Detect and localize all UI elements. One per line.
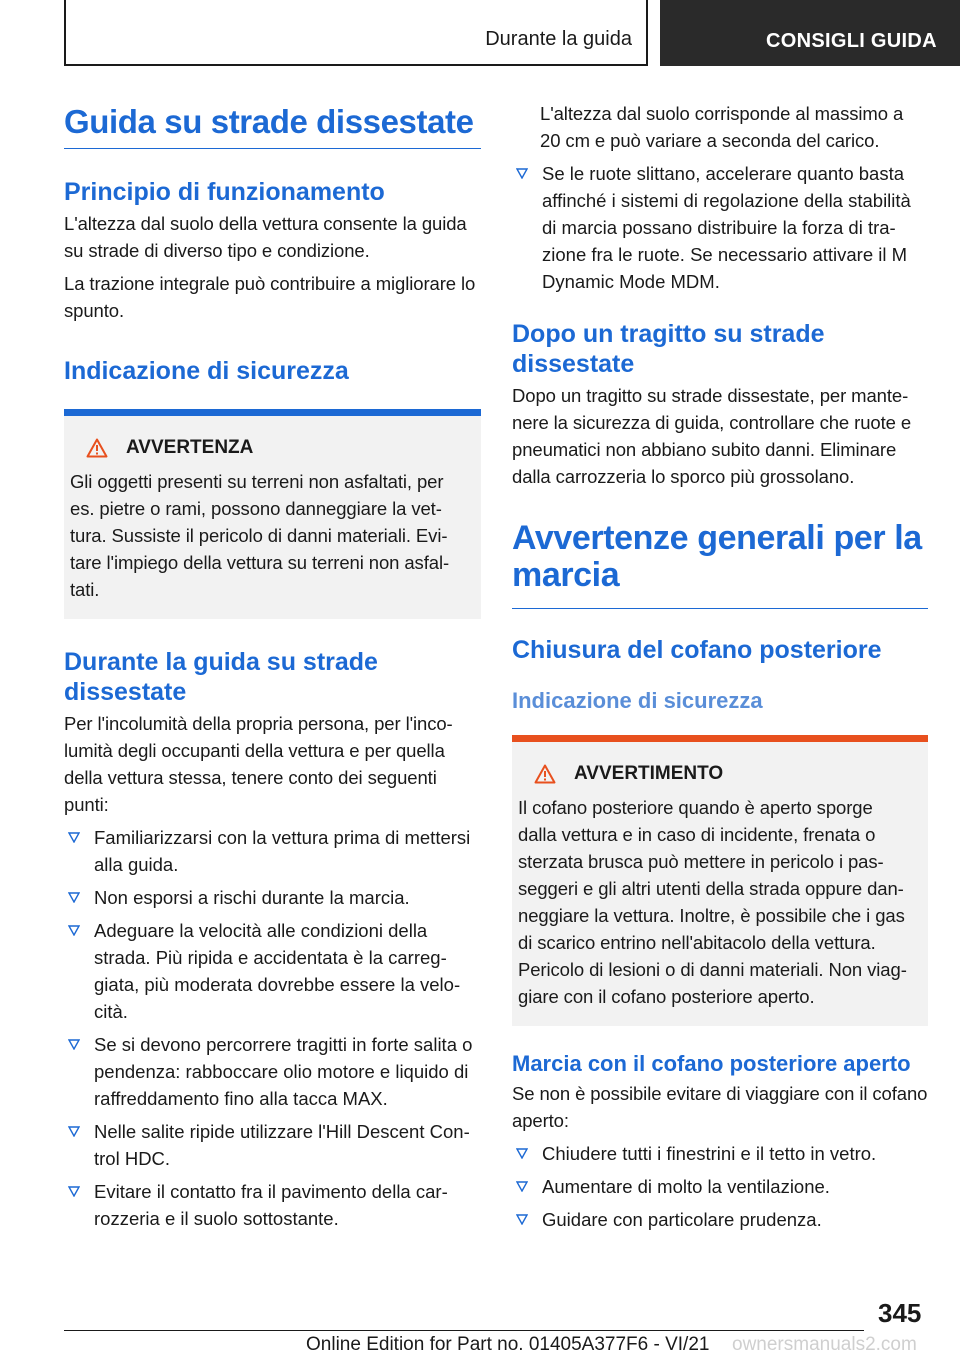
list-item: Chiudere tutti i finestrini e il tetto in vetro. — [512, 1140, 928, 1167]
general-title: Avvertenze generali per la marcia — [512, 519, 922, 594]
bullet-triangle-icon — [516, 1213, 528, 1225]
open-trunk-intro: Se non è possibile evitare di viaggiare con il cofano aperto: — [512, 1083, 928, 1131]
right-column — [512, 100, 928, 1233]
bullet-triangle-icon — [68, 891, 80, 903]
driving-list — [64, 824, 481, 1232]
after-text: Dopo un tragitto su strade dissestate, per mantenere la sicurezza di guida, controllare che ruote e pneumatici non abbiano subito danni. Eliminare dalla carrozzeria lo sporco più grossolano. — [512, 385, 912, 487]
list-item: Aumentare di molto la ventilazione. — [512, 1173, 928, 1200]
trunk-warning-label: AVVERTIMENTO — [574, 762, 724, 784]
header-section-title: Durante la guida — [485, 28, 632, 50]
footer-edition: Online Edition for Part no. 01405A377F6 - VI/21 — [306, 1334, 710, 1355]
footer-watermark: ownersmanuals2.com — [732, 1334, 917, 1355]
list-item: Non esporsi a rischi durante la marcia. — [64, 884, 481, 911]
trunk-safety-heading: Indicazione di sicurezza — [512, 688, 763, 713]
warning-bar — [64, 409, 481, 416]
header-frame — [64, 0, 648, 66]
principle-paragraph-1: L'altezza dal suolo della vettura consente la guida su strade di diverso tipo e condizione. — [64, 213, 467, 261]
trunk-heading: Chiusura del cofano posteriore — [512, 636, 882, 664]
trunk-warning-title — [512, 742, 928, 788]
bullet-triangle-icon — [68, 924, 80, 936]
list-item: Guidare con particolare prudenza. — [512, 1206, 928, 1233]
principle-heading: Principio di funzionamento — [64, 178, 385, 206]
footer-rule — [64, 1330, 864, 1331]
open-trunk-list — [512, 1140, 928, 1233]
list-item: Se le ruote slittano, accelerare quanto basta affinché i sistemi di regolazione della stabilità di marcia possano distribuire la forza di trazione fra le ruote. Se necessario attivare il M Dynamic Mode MDM. — [512, 160, 928, 295]
bullet-triangle-icon — [68, 1185, 80, 1197]
warning-triangle-icon — [86, 438, 108, 458]
bullet-triangle-icon — [516, 1147, 528, 1159]
driving-heading: Durante la guida su strade dissestate — [64, 648, 378, 706]
driving-intro: Per l'incolumità della propria persona, per l'incolumità degli occupanti della vettura e per quella della vettura stessa, tenere conto dei seguenti punti: — [64, 713, 453, 815]
warning-triangle-icon — [534, 764, 556, 784]
trunk-warning-text: Il cofano posteriore quando è aperto sporge dalla vettura e in caso di incidente, frenata o sterzata brusca può mettere in pericolo i passeggeri e gli altri utenti della strada oppure danneggiare la vettura. Inoltre, è possibile che i gas di scarico entrino nell'abitacolo della vettura. Pericolo di lesioni o di danni materiali. Non viaggiare con il cofano posteriore aperto. — [518, 797, 907, 1007]
bullet-triangle-icon — [516, 167, 528, 179]
after-heading: Dopo un tragitto su strade dissestate — [512, 320, 825, 378]
trunk-warning-bar — [512, 735, 928, 742]
list-item: Familiarizzarsi con la vettura prima di mettersi alla guida. — [64, 824, 481, 878]
list-item: Se si devono percorrere tragitti in forte salita o pendenza: rabboccare olio motore e liquido di raffreddamento fino alla tacca MAX. — [64, 1031, 481, 1112]
warning-label: AVVERTENZA — [126, 436, 254, 458]
bullet-triangle-icon — [68, 831, 80, 843]
warning-title — [64, 416, 481, 462]
safety-heading: Indicazione di sicurezza — [64, 357, 349, 385]
bullet-triangle-icon — [516, 1180, 528, 1192]
header-chapter-tab: CONSIGLI GUIDA — [660, 0, 960, 66]
list-item: Evitare il contatto fra il pavimento della carrozzeria e il suolo sottostante. — [64, 1178, 481, 1232]
warning-box — [64, 409, 481, 619]
continued-list — [512, 160, 928, 295]
left-column — [64, 104, 481, 1232]
page-title: Guida su strade dissestate — [64, 103, 474, 140]
title-rule — [64, 148, 481, 149]
continued-text: L'altezza dal suolo corrisponde al massimo a 20 cm e può variare a seconda del carico. — [540, 103, 904, 151]
page-number: 345 — [878, 1298, 922, 1328]
warning-text: Gli oggetti presenti su terreni non asfaltati, per es. pietre o rami, possono danneggiare la vettura. Sussiste il pericolo di danni materiali. Evitare l'impiego della vettura su terreni non asfaltati. — [70, 471, 450, 600]
page-header — [0, 0, 960, 66]
trunk-warning-box — [512, 735, 928, 1026]
list-item: Nelle salite ripide utilizzare l'Hill Descent Control HDC. — [64, 1118, 481, 1172]
bullet-triangle-icon — [68, 1038, 80, 1050]
principle-paragraph-2: La trazione integrale può contribuire a migliorare lo spunto. — [64, 273, 476, 321]
list-item: Adeguare la velocità alle condizioni della strada. Più ripida e accidentata è la carreggiata, più moderata dovrebbe essere la velocità. — [64, 917, 481, 1025]
open-trunk-heading: Marcia con il cofano posteriore aperto — [512, 1051, 911, 1076]
general-title-rule — [512, 608, 928, 609]
bullet-triangle-icon — [68, 1125, 80, 1137]
